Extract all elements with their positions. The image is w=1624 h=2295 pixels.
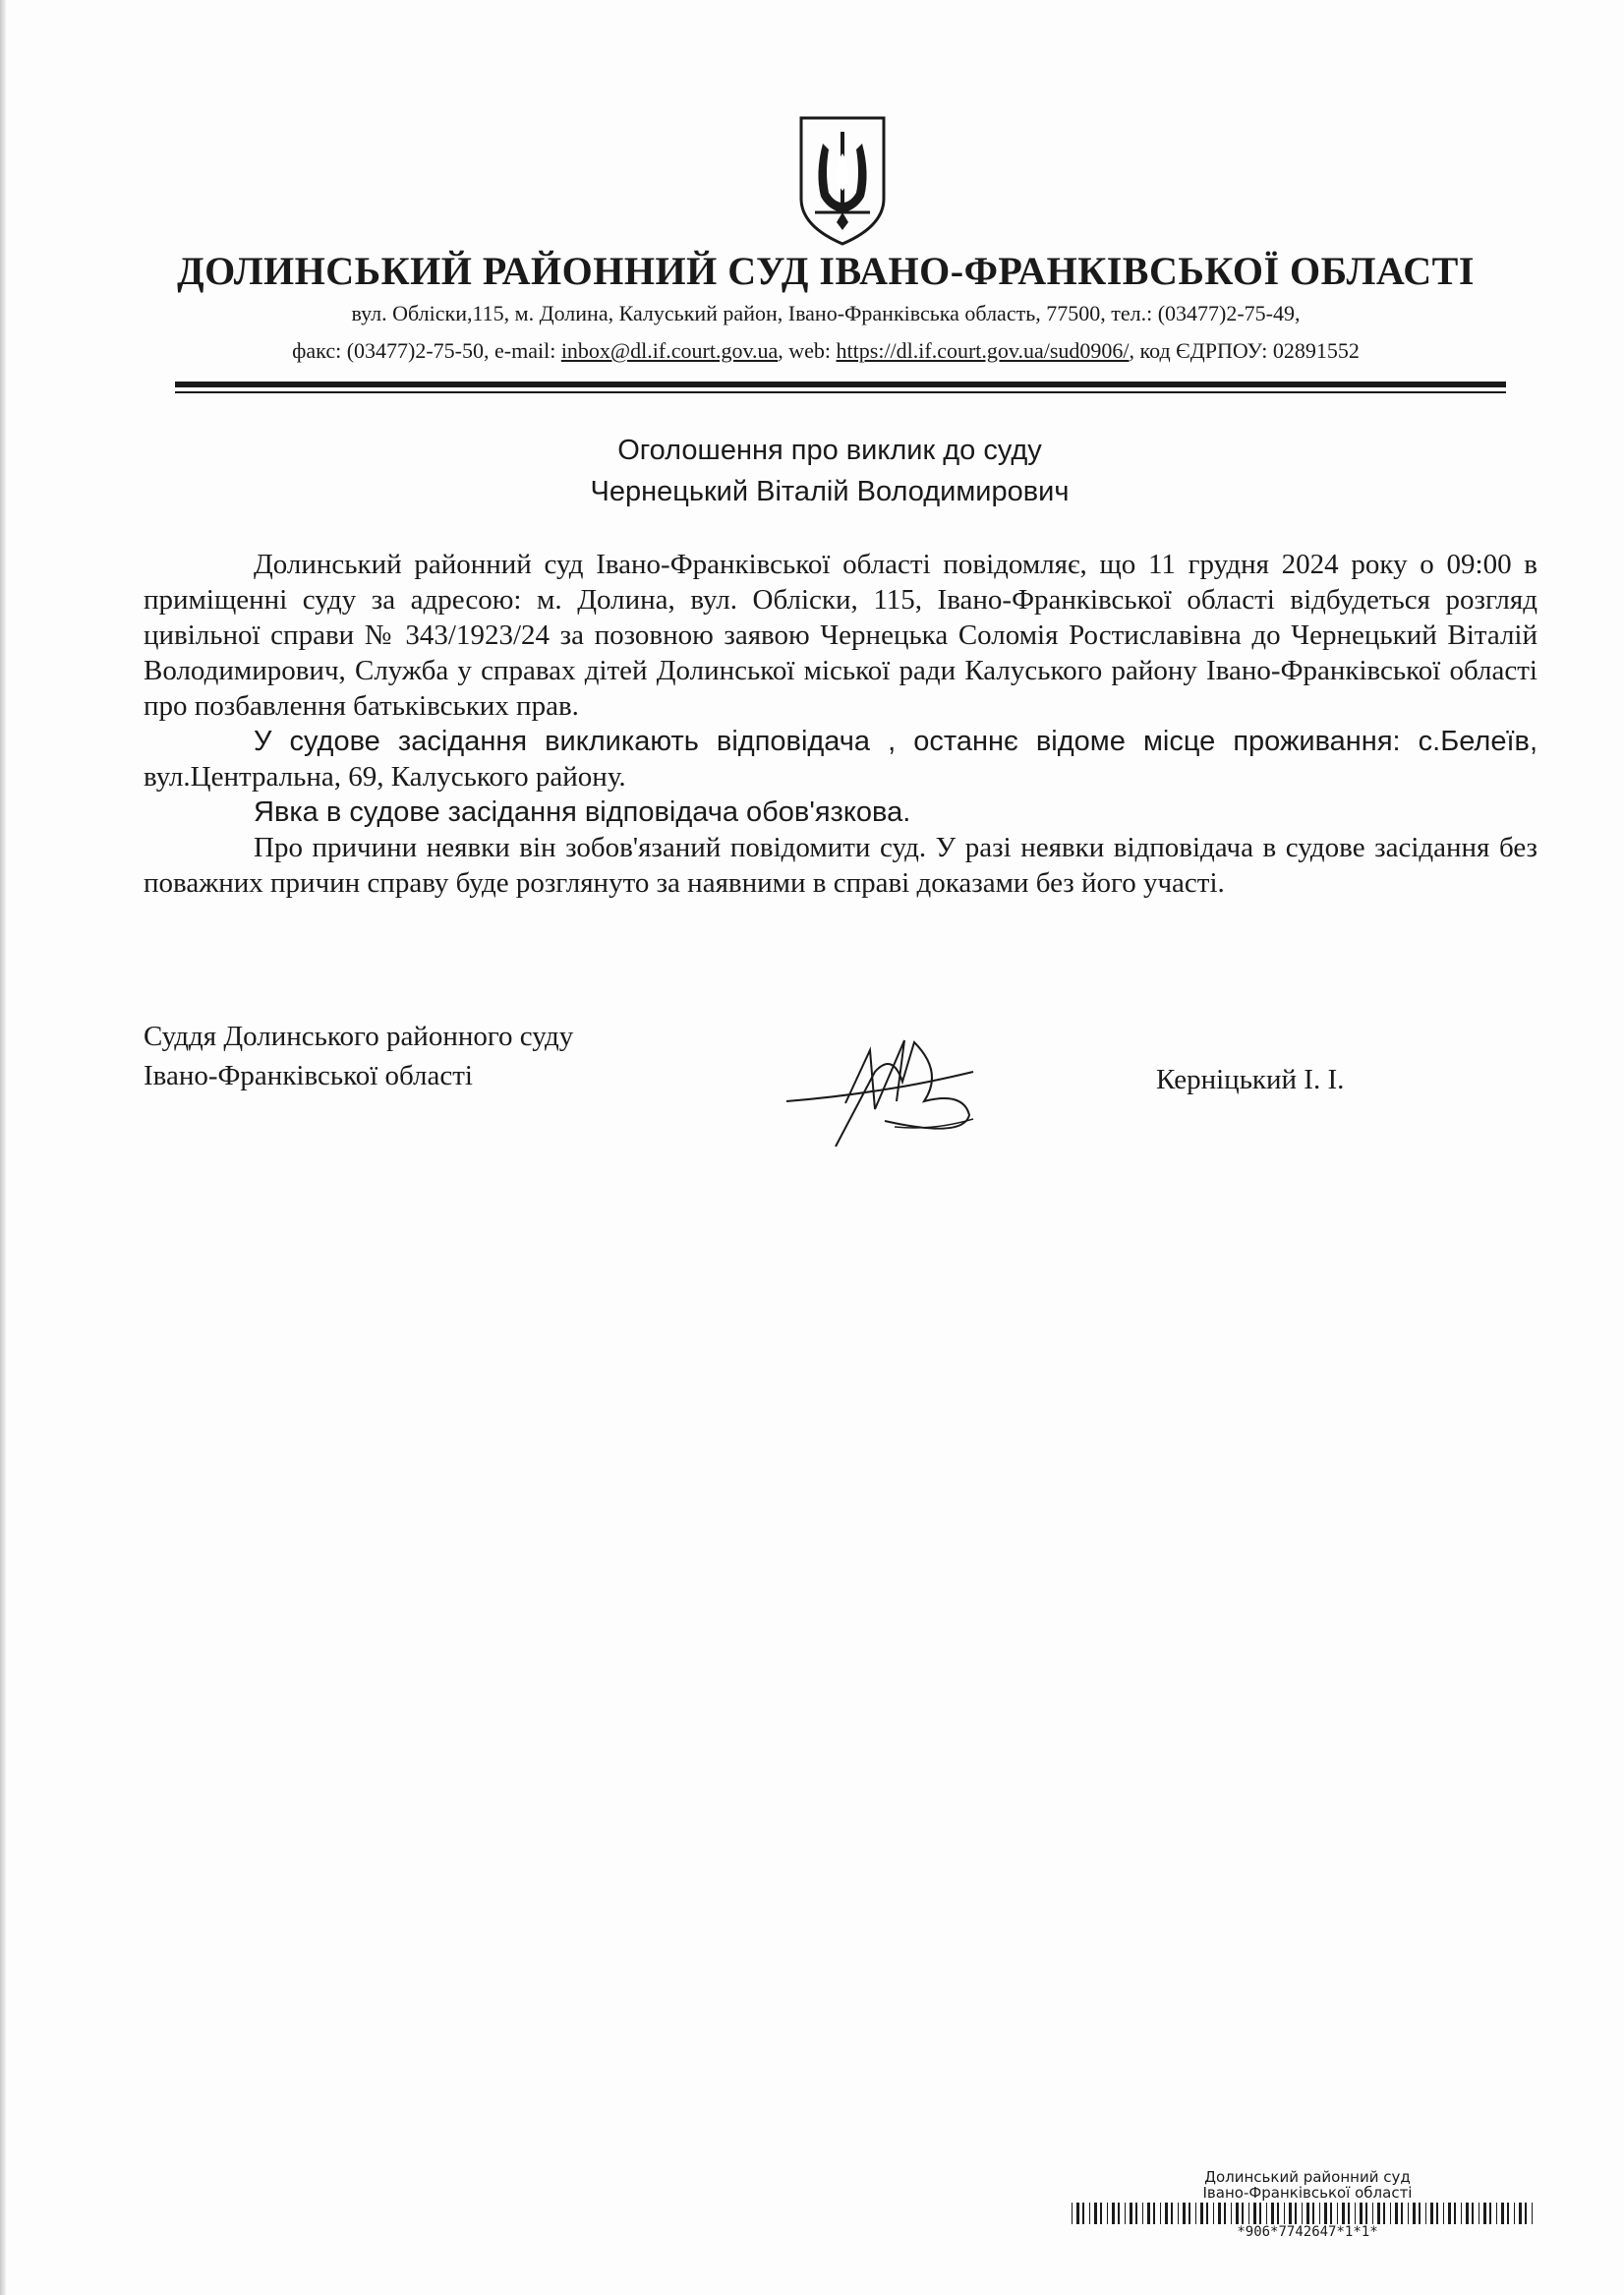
barcode-bar: [1312, 2203, 1314, 2224]
barcode-bar: [1348, 2203, 1350, 2224]
paragraph-hearing: Долинський районний суд Івано-Франківської області повідомляє, що 11 грудня 2024 року о 09:00 в приміщенні суду за адресою: м. Долина, вул. Обліски, 115, Івано-Франківської області відбудеться розгляд цивільної справи № 343/1923/24 за позовною заявою Чернецька Соломія Ростиславівна до Чернецький Віталій Володимирович, Служба у справах дітей Долинської міської ради Калуського району Івано-Франківської області про позбавлення батьківських прав.: [144, 549, 1537, 722]
barcode-bar: [1496, 2203, 1497, 2224]
paragraph-attendance: Явка в судове засідання відповідача обов'язкова.: [254, 796, 911, 828]
barcode-bar: [1242, 2203, 1244, 2224]
notice-title: Оголошення про виклик до суду: [617, 435, 1042, 466]
barcode-bar: [1135, 2203, 1137, 2224]
notice-person: Чернецький Віталій Володимирович: [590, 476, 1070, 507]
barcode-bar: [1195, 2203, 1196, 2224]
header-divider-thin: [175, 391, 1506, 393]
barcode-bar: [1224, 2203, 1226, 2224]
summons-text: У судове засідання викликають відповідача , останнє відоме місце проживання: с.Белеїв,: [254, 726, 1537, 757]
barcode-bar: [1514, 2203, 1515, 2224]
barcode-bar: [1342, 2203, 1345, 2224]
barcode-bar: [1507, 2203, 1509, 2224]
barcode-bar: [1519, 2203, 1522, 2224]
barcode-bar: [1153, 2203, 1155, 2224]
barcode-bar: [1231, 2203, 1232, 2224]
barcode-bar: [1125, 2203, 1126, 2224]
barcode-bar: [1395, 2203, 1398, 2224]
barcode-bar: [1178, 2203, 1179, 2224]
barcode-bar: [1306, 2203, 1309, 2224]
barcode-bar: [1430, 2203, 1433, 2224]
barcode-bar: [1100, 2203, 1102, 2224]
web-label: , web:: [778, 338, 837, 363]
email-link[interactable]: inbox@dl.if.court.gov.ua: [560, 338, 779, 363]
barcode-bar: [1259, 2203, 1261, 2224]
barcode-bar: [1501, 2203, 1504, 2224]
barcode-bar: [1271, 2203, 1274, 2224]
edrpou-code: , код ЄДРПОУ: 02891552: [1129, 338, 1360, 363]
barcode-bar: [1377, 2203, 1380, 2224]
judge-name: Керніцький І. І.: [1156, 1064, 1345, 1095]
barcode-bar: [1365, 2203, 1367, 2224]
barcode-bar: [1454, 2203, 1456, 2224]
court-contacts: [147, 338, 1504, 364]
stamp-court-name: Долинський районний суд: [1204, 2168, 1411, 2186]
barcode-bar: [1142, 2203, 1143, 2224]
barcode-bar: [1319, 2203, 1320, 2224]
barcode-bar: [1076, 2203, 1079, 2224]
barcode-bar: [1372, 2203, 1373, 2224]
barcode-bar: [1206, 2203, 1208, 2224]
barcode-bar: [1277, 2203, 1279, 2224]
barcode-bar: [1165, 2203, 1168, 2224]
barcode-bar: [1401, 2203, 1403, 2224]
stamp-region: Івано-Франківської області: [1202, 2184, 1413, 2202]
barcode-bar: [1248, 2203, 1249, 2224]
barcode-bar: [1483, 2203, 1486, 2224]
barcode-bar: [1448, 2203, 1451, 2224]
handwritten-signature: [777, 1032, 1003, 1150]
barcode-bar: [1425, 2203, 1426, 2224]
barcode-bar: [1360, 2203, 1363, 2224]
barcode-bar: [1419, 2203, 1421, 2224]
barcode-bar: [1324, 2203, 1327, 2224]
judge-title: [144, 1017, 573, 1095]
barcode-bar: [1266, 2203, 1267, 2224]
barcode-bar: [1443, 2203, 1444, 2224]
barcode-bar: [1472, 2203, 1474, 2224]
barcode-number: *906*7742647*1*1*: [1237, 2224, 1378, 2240]
barcode-bar: [1489, 2203, 1491, 2224]
barcode-bar: [1413, 2203, 1416, 2224]
barcode-bar: [1107, 2203, 1108, 2224]
barcode-bar: [1337, 2203, 1338, 2224]
barcode-bar: [1461, 2203, 1462, 2224]
barcode-bar: [1183, 2203, 1186, 2224]
barcode-bar: [1189, 2203, 1190, 2224]
barcode-bar: [1289, 2203, 1292, 2224]
paragraph-summons: [144, 724, 1537, 794]
barcode-bar: [1236, 2203, 1239, 2224]
barcode-bar: [1408, 2203, 1409, 2224]
barcode-bar: [1200, 2203, 1203, 2224]
header-divider-thick: [175, 382, 1506, 387]
barcode-bar: [1213, 2203, 1214, 2224]
barcode-bar: [1466, 2203, 1469, 2224]
barcode-bar: [1253, 2203, 1256, 2224]
summons-address: вул.Центральна, 69, Калуського району.: [144, 761, 626, 793]
barcode-bar: [1436, 2203, 1438, 2224]
barcode-bar: [1525, 2203, 1527, 2224]
barcode-bar: [1355, 2203, 1356, 2224]
fax-label: факс: (03477)2-75-50, e-mail:: [292, 338, 561, 363]
barcode-bar: [1383, 2203, 1385, 2224]
judge-title-line2: Івано-Франківської області: [144, 1060, 473, 1091]
barcode-bar: [1390, 2203, 1391, 2224]
barcode-bar: [1532, 2203, 1533, 2224]
barcode-bar: [1171, 2203, 1173, 2224]
barcode-bar: [1130, 2203, 1132, 2224]
barcode-bar: [1330, 2203, 1332, 2224]
web-link[interactable]: https://dl.if.court.gov.ua/sud0906/: [836, 338, 1130, 363]
notice-body: [144, 547, 1537, 901]
barcode-bar: [1160, 2203, 1161, 2224]
barcode-bar: [1295, 2203, 1297, 2224]
barcode-bar: [1112, 2203, 1115, 2224]
scan-edge: [0, 0, 6, 2295]
barcode-bar: [1089, 2203, 1090, 2224]
barcode-bar: [1284, 2203, 1285, 2224]
barcode: [1072, 2203, 1534, 2224]
paragraph-absence: Про причини неявки він зобов'язаний повідомити суд. У разі неявки відповідача в судове засідання без поважних причин справу буде розглянуто за наявними в справі доказами без його участі.: [144, 832, 1537, 899]
court-address: вул. Обліски,115, м. Долина, Калуський район, Івано-Франківська область, 77500, тел.: (03477)2-75-49,: [351, 301, 1301, 325]
barcode-bar: [1072, 2203, 1073, 2224]
barcode-bar: [1147, 2203, 1150, 2224]
barcode-bar: [1218, 2203, 1221, 2224]
barcode-bar: [1082, 2203, 1084, 2224]
coat-of-arms-icon: [795, 114, 890, 248]
judge-title-line1: Суддя Долинського районного суду: [144, 1021, 574, 1052]
barcode-bar: [1118, 2203, 1120, 2224]
court-name: ДОЛИНСЬКИЙ РАЙОННИЙ СУД ІВАНО-ФРАНКІВСЬКОЇ ОБЛАСТІ: [177, 249, 1475, 293]
barcode-bar: [1302, 2203, 1303, 2224]
barcode-bar: [1094, 2203, 1097, 2224]
